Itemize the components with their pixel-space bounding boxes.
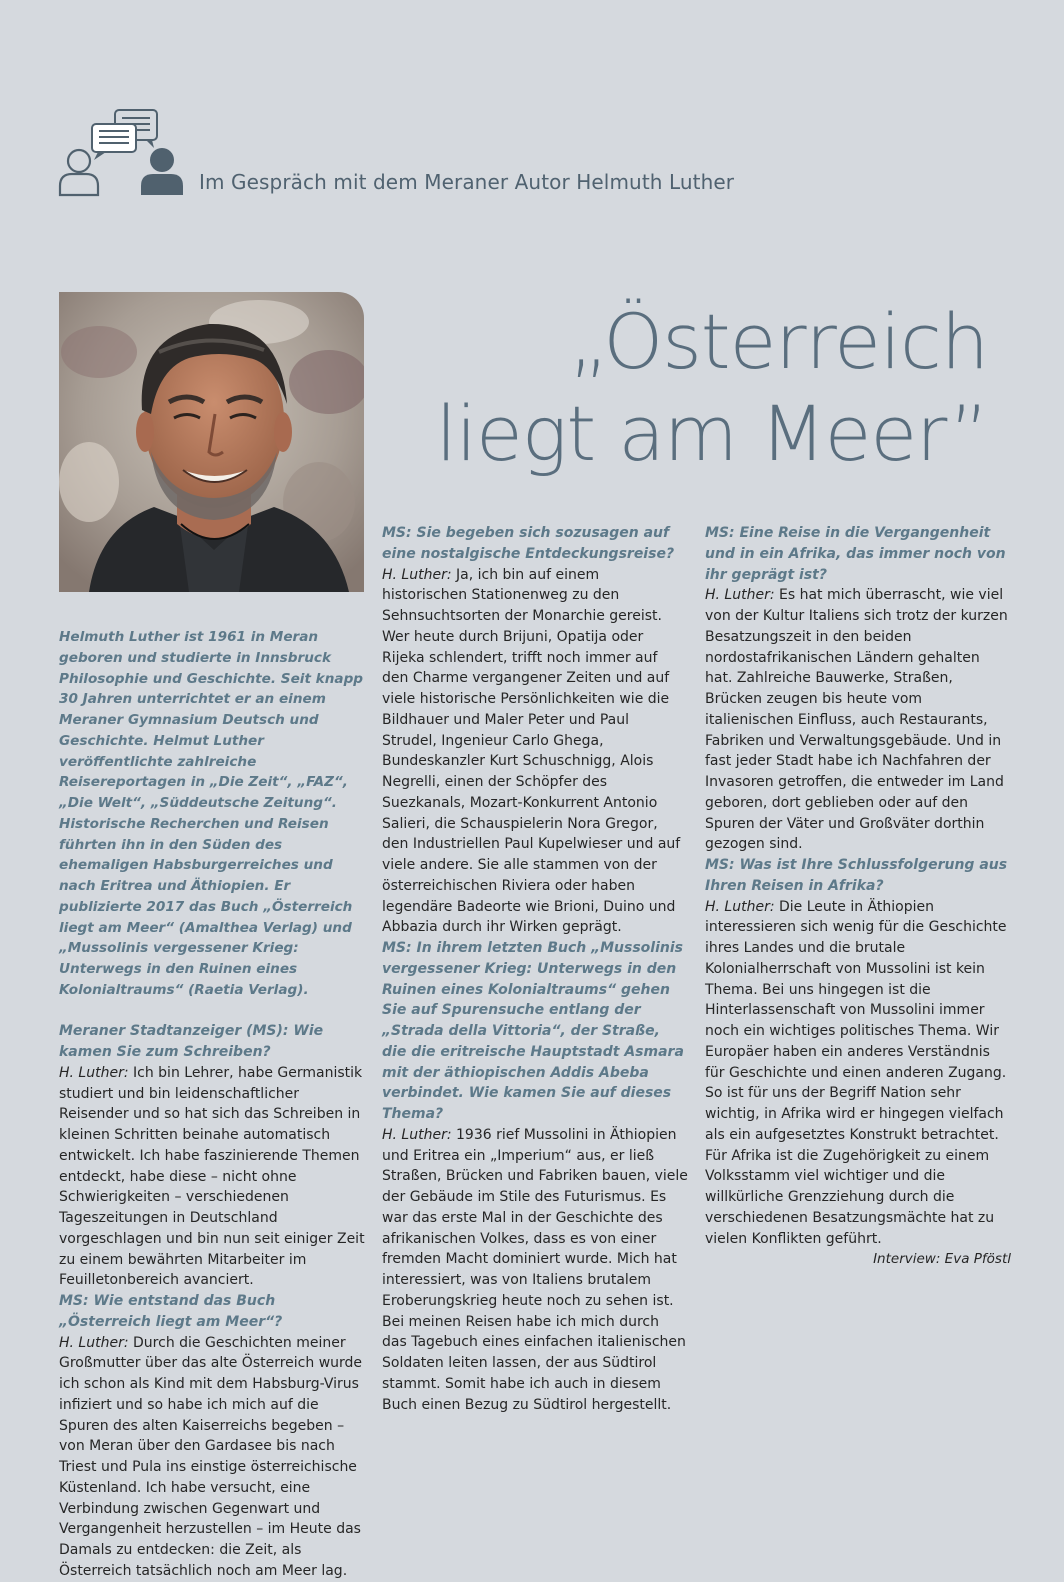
answer-4	[382, 1125, 688, 1416]
column-left	[59, 627, 365, 1582]
speaker-label: H. Luther:	[59, 1064, 129, 1081]
question-3: MS: Sie begeben sich sozusagen auf eine nostalgische Entdeckungsreise?	[382, 525, 675, 562]
question-2: MS: Wie entstand das Buch „Österreich liegt am Meer“?	[59, 1293, 283, 1330]
answer-6	[705, 897, 1011, 1250]
headline-line-2: liegt am Meer”	[435, 389, 988, 478]
answer-4-text: 1936 rief Mussolini in Äthiopien und Eritrea ein „Imperium“ aus, er ließ Straßen, Brücken und Fabriken bauen, viele der Gebäude im Stile des Futurismus. Es war das erste Mal in der Geschichte des afrikanischen Volkes, dass es von einer fremden Macht dominiert wurde. Mich hat interessiert, was von Italiens brutalem Eroberungskrieg heute noch zu sehen ist. Bei meinen Reisen habe ich mich durch das Tagebuch eines einfachen italienischen Soldaten leiten lassen, der aus Südtirol stammt. Somit habe ich auch in diesem Buch einen Bezug zu Südtirol hergestellt.	[382, 1126, 688, 1413]
headline-line-1: „Österreich	[569, 297, 988, 386]
answer-2	[59, 1333, 365, 1582]
author-bio: Helmuth Luther ist 1961 in Meran geboren und studierte in Innsbruck Philosophie und Geschichte. Seit knapp 30 Jahren unterrichtet er an einem Meraner Gymnasium Deutsch und Geschichte. Helmut Luther veröffentlichte zahlreiche Reisereportagen in „Die Zeit“, „FAZ“, „Die Welt“, „Süddeutsche Zeitung“. Historische Recherchen und Reisen führten ihn in den Süden des ehemaligen Habsburgerreiches und nach Eritrea und Äthiopien. Er publizierte 2017 das Buch „Österreich liegt am Meer“ (Amalthea Verlag) und „Mussolinis vergessener Krieg: Unterwegs in den Ruinen eines Kolonialtraums“ (Raetia Verlag).	[59, 629, 364, 998]
speaker-label: H. Luther:	[382, 566, 452, 583]
answer-6-text: Die Leute in Äthiopien interessieren sich wenig für die Geschichte ihres Landes und die brutale Kolonialherrschaft von Mussolini ist kein Thema. Bei uns hingegen ist die Hinterlassenschaft von Mussolini immer noch ein wichtiges politisches Thema. Wir Europäer haben ein anderes Verständnis für Geschichte und einen anderen Zugang. So ist für uns der Begriff Nation sehr wichtig, in Afrika wird er hingegen vielfach als ein aufgesetztes Konstrukt betrachtet. Für Afrika ist die Zugehörigkeit zu einem Volksstamm viel wichtiger und die willkürliche Grenzziehung durch die verschiedenen Besatzungsmächte hat zu vielen Konflikten geführt.	[705, 898, 1007, 1247]
speaker-label: H. Luther:	[382, 1126, 452, 1143]
column-right	[705, 523, 1011, 1270]
interview-credit: Interview: Eva Pföstl	[873, 1251, 1011, 1268]
question-1: Meraner Stadtanzeiger (MS): Wie kamen Sie zum Schreiben?	[59, 1023, 324, 1060]
article-kicker: Im Gespräch mit dem Meraner Autor Helmuth Luther	[199, 170, 735, 194]
speaker-label: H. Luther:	[705, 898, 775, 915]
question-6: MS: Was ist Ihre Schlussfolgerung aus Ihren Reisen in Afrika?	[705, 857, 1008, 894]
question-5: MS: Eine Reise in die Vergangenheit und in ein Afrika, das immer noch von ihr geprägt ist?	[705, 525, 1006, 583]
answer-1	[59, 1063, 365, 1291]
speaker-label: H. Luther:	[705, 587, 775, 604]
answer-1-text: Ich bin Lehrer, habe Germanistik studiert und bin leidenschaftlicher Reisender und so hat sich das Schreiben in kleinen Schritten beinahe automatisch entwickelt. Ich habe faszinierende Themen entdeckt, habe diese – nicht ohne Schwierigkeiten – verschiedenen Tageszeitungen in Deutschland vorgeschlagen und bin nun seit einiger Zeit zu einem bewährten Mitarbeiter im Feuilletonbereich avanciert.	[59, 1064, 365, 1289]
speaker-label: H. Luther:	[59, 1334, 129, 1351]
conversation-icon	[58, 108, 186, 198]
answer-5-text: Es hat mich überrascht, wie viel von der Kultur Italiens sich trotz der kurzen Besatzungszeit in den beiden nordostafrikanischen Ländern gehalten hat. Zahlreiche Bauwerke, Straßen, Brücken zeugen bis heute vom italienischen Einfluss, auch Restaurants, Fabriken und Verwaltungsgebäude. Und in fast jeder Stadt habe ich Nachfahren der Invasoren getroffen, die entweder im Land geboren, dort geblieben oder auf den Spuren der Väter und Großväter dorthin gezogen sind.	[705, 587, 1008, 853]
column-middle	[382, 523, 688, 1415]
answer-5	[705, 585, 1011, 855]
headline	[436, 296, 988, 480]
author-portrait	[59, 292, 364, 592]
question-4: MS: In ihrem letzten Buch „Mussolinis vergessener Krieg: Unterwegs in den Ruinen eines Kolonialtraums“ gehen Sie auf Spurensuche entlang der „Strada della Vittoria“, der Straße, die die eritreische Hauptstadt Asmara mit der äthiopischen Addis Abeba verbindet. Wie kamen Sie auf dieses Thema?	[382, 940, 684, 1122]
answer-3	[382, 565, 688, 939]
answer-3-text: Ja, ich bin auf einem historischen Stationenweg zu den Sehnsuchtsorten der Monarchie gereist. Wer heute durch Brijuni, Opatija oder Rijeka schlendert, trifft noch immer auf den Charme vergangener Zeiten und auf viele historische Persönlichkeiten wie die Bildhauer und Maler Peter und Paul Strudel, Ingenieur Carlo Ghega, Bundeskanzler Kurt Schuschnigg, Alois Negrelli, einen der Schöpfer des Suezkanals, Mozart-Konkurrent Antonio Salieri, die Schauspielerin Nora Gregor, den Industriellen Paul Kupelwieser und auf viele andere. Sie alle stammen von der österreichischen Riviera oder haben legendäre Badeorte wie Brioni, Duino und Abbazia durch ihr Wirken geprägt.	[382, 566, 681, 936]
answer-2-text: Durch die Geschichten meiner Großmutter über das alte Österreich wurde ich schon als Kind mit dem Habsburg-Virus infiziert und so habe ich mich auf die Spuren des alten Kaiserreichs begeben – von Meran über den Gardasee bis nach Triest und Pula ins einstige österreichische Küstenland. Ich habe versucht, eine Verbindung zwischen Gegenwart und Vergangenheit herzustellen – im Heute das Damals zu entdecken: die Zeit, als Österreich tatsächlich noch am Meer lag.	[59, 1334, 363, 1579]
